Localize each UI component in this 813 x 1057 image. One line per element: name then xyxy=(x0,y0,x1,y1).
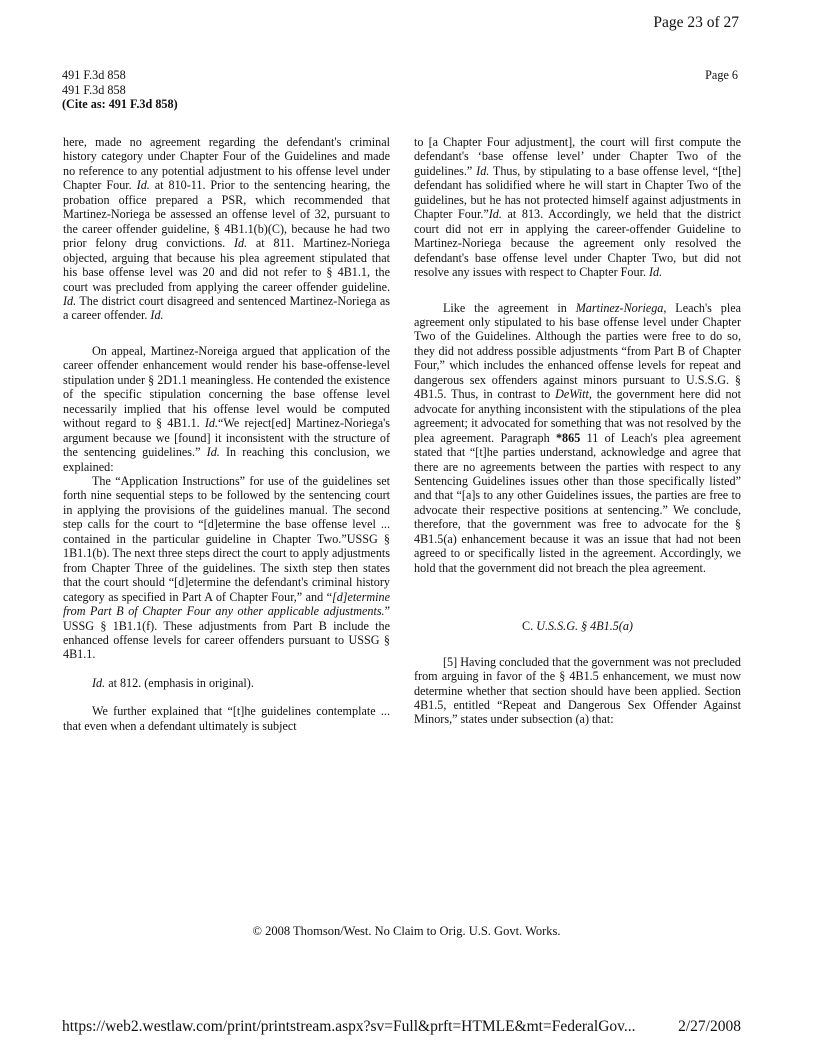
citation-line: 491 F.3d 858 xyxy=(62,82,126,97)
left-column xyxy=(63,135,390,733)
citation-block xyxy=(62,68,178,112)
cite-as-line: (Cite as: 491 F.3d 858) xyxy=(62,97,178,112)
paragraph: We further explained that “[t]he guidelines contemplate ... that even when a defendant ultimately is subject xyxy=(63,704,390,733)
section-heading: C. U.S.S.G. § 4B1.5(a) xyxy=(522,619,633,634)
block-quote: The “Application Instructions” for use of the guidelines set forth nine sequential steps to be followed by the sentencing court in applying the provisions of the guidelines manual. The second step calls for the court to “[d]etermine the base offense level ... contained in the particular guideline in Chapter Two.”USSG § 1B1.1(b). The next three steps direct the court to apply adjustments from Chapter Three of the guidelines. The sixth step then states that the court should “[d]etermine the defendant's criminal history category as specified in Part A of Chapter Four,” and “[d]etermine from Part B of Chapter Four any other applicable adjustments.” USSG § 1B1.1(f). These adjustments from Part B include the enhanced offense levels for career offenders pursuant to USSG § 4B1.1. xyxy=(63,473,390,662)
print-date: 2/27/2008 xyxy=(678,1018,741,1035)
paragraph: On appeal, Martinez-Noreiga argued that application of the career offender enhancement would render his base-offense-level stipulation under § 2D1.1 meaningless. He contended the existence of the specific stipulation concerning the base offense level necessarily implied that his offense level would be computed without regard to § 4B1.1. Id.“We reject[ed] Martinez-Noriega's argument because we [found] it inconsistent with the structure of the sentencing guidelines.” Id. In reaching this conclusion, we explained: xyxy=(63,343,390,474)
paragraph: Id. at 812. (emphasis in original). xyxy=(92,675,254,690)
paragraph: [5] Having concluded that the government was not precluded from arguing in favor of the § 4B1.5 enhancement, we must now determine whether that section should have been applied. Section 4B1.5, entitled “Repeat and Dangerous Sex Offender Against Minors,” states under subsection (a) that: xyxy=(414,654,741,727)
paragraph: Like the agreement in Martinez-Noriega, Leach's plea agreement only stipulated to his base offense level under Chapter Two of the Guidelines. Although the parties were free to do so, they did not address possible adjustments “from Part B of Chapter Four,” which includes the enhanced offense levels for repeat and dangerous sex offenders against minors pursuant to U.S.S.G. § 4B1.5. Thus, in contrast to DeWitt, the government here did not advocate for anything inconsistent with the stipulations of the plea agreement; it advocated for something that was not resolved by the plea agreement. Paragraph *865 11 of Leach's plea agreement stated that “[t]he parties understand, acknowledge and agree that there are no agreements between the parties with respect to any Sentencing Guidelines issues other than those specifically listed” and that “[a]s to any other Guidelines issues, the parties are free to advocate their respective positions at sentencing.” We conclude, therefore, that the government was free to advocate for the § 4B1.5(a) enhancement because it was an issue that had not been agreed to or specifically listed in the agreement. Accordingly, we hold that the government did not breach the plea agreement. xyxy=(414,300,741,575)
paragraph: here, made no agreement regarding the defendant's criminal history category under Chapter Four of the Guidelines and made no reference to any potential adjustment to his offense level under Chapter Four. Id. at 810-11. Prior to the sentencing hearing, the probation office prepared a PSR, which recommended that Martinez-Noriega be assessed an offense level of 32, pursuant to the career offender guideline, § 4B1.1(b)(C), because he had two prior felony drug convictions. Id. at 811. Martinez-Noriega objected, arguing that because his plea agreement stipulated that his base offense level was 20 and did not refer to § 4B1.1, the court was precluded from applying the career offender guideline. Id. The district court disagreed and sentenced Martinez-Noriega as a career offender. Id. xyxy=(63,135,390,323)
print-url: https://web2.westlaw.com/print/printstream.aspx?sv=Full&prft=HTMLE&mt=FederalGov... xyxy=(62,1018,636,1035)
copyright-notice: © 2008 Thomson/West. No Claim to Orig. U.S. Govt. Works. xyxy=(252,924,561,938)
right-column xyxy=(414,135,741,727)
paragraph: to [a Chapter Four adjustment], the court will first compute the defendant's ‘base offense level’ under Chapter Two of the guidelines.” Id. Thus, by stipulating to a base offense level, “[the] defendant has solidified where he will start in Chapter Two of the guidelines, but he has not protected himself against adjustments in Chapter Four.”Id. at 813. Accordingly, we held that the district court did not err in applying the career-offender Guideline to Martinez-Noriega because the agreement only resolved the defendant's base offense level under Chapter Two, but did not resolve any issues with respect to Chapter Four. Id. xyxy=(414,135,741,280)
citation-line: 491 F.3d 858 xyxy=(62,68,126,82)
page-count: Page 23 of 27 xyxy=(653,14,739,31)
page-number: Page 6 xyxy=(705,68,738,82)
